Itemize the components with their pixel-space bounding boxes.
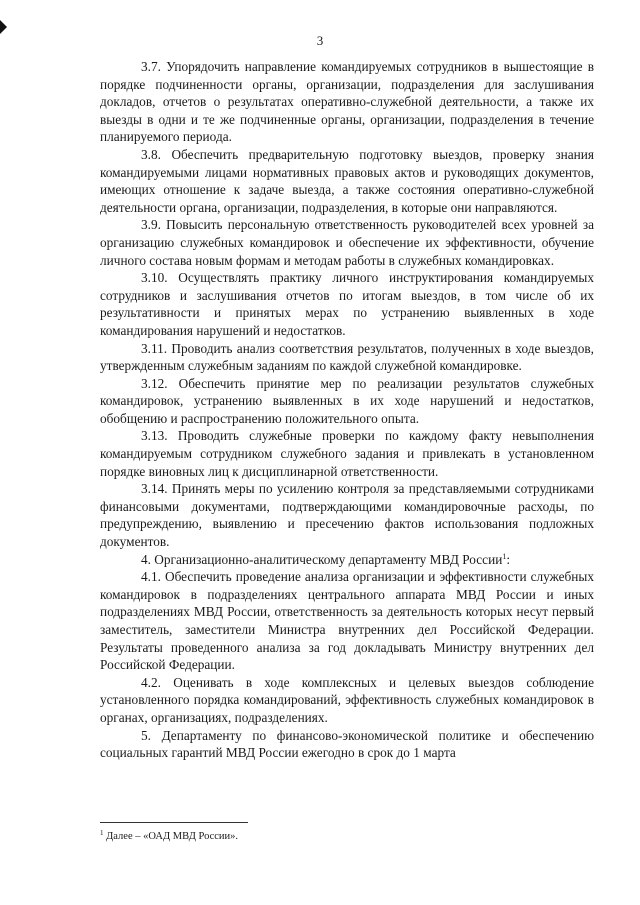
document-body xyxy=(100,58,594,762)
paragraph-3-13: 3.13. Проводить служебные проверки по каждому факту невыполнения командируемым сотрудником служебного задания и привлекать в установленном порядке виновных лиц к дисциплинарной ответственности. xyxy=(100,428,594,479)
footnote-divider xyxy=(100,822,248,823)
paragraph-3-7: 3.7. Упорядочить направление командируемых сотрудников в вышестоящие в порядке подчиненности органы, организации, подразделения для заслушивания докладов, отчетов о результатах оперативно-служебной деятельности, а также их выезды в одни и те же подчиненные органы, организации, подразделения в течение планируемого периода. xyxy=(100,59,594,145)
paragraph-3-8: 3.8. Обеспечить предварительную подготовку выездов, проверку знания командируемыми лицами нормативных правовых актов и руководящих документов, имеющих отношение к задаче выезда, а также состояния оперативно-служебной деятельности органа, организации, подразделения, в которые они направляются. xyxy=(100,146,594,215)
paragraph-4-1: 4.1. Обеспечить проведение анализа организации и эффективности служебных командировок в подразделениях центрального аппарата МВД России и иных подразделениях МВД России, ответственность за деятельность которых несут первый заместитель, заместители Министра внутренних дел Российской Федерации. Результаты проведенного анализа за год докладывать Министру внутренних дел Российской Федерации. xyxy=(100,569,594,673)
footnote-reference: 1 xyxy=(502,551,507,561)
paragraph-5: 5. Департаменту по финансово-экономической политике и обеспечению социальных гарантий МВД России ежегодно в срок до 1 марта xyxy=(100,727,594,761)
footnote-text: Далее – «ОАД МВД России». xyxy=(103,831,239,842)
footnote-mark: 1 xyxy=(100,829,104,837)
paragraph-3-12: 3.12. Обеспечить принятие мер по реализации результатов служебных командировок, устранению выявленных в их ходе нарушений и недостатков, обобщению и распространению положительного опыта. xyxy=(100,375,594,426)
paragraph-3-11: 3.11. Проводить анализ соответствия результатов, полученных в ходе выездов, утвержденным служебным заданиям по каждой служебной командировке. xyxy=(100,340,594,374)
paragraph-4-text: 4. Организационно-аналитическому департаменту МВД России xyxy=(141,551,503,567)
paragraph-4-colon: : xyxy=(506,551,511,567)
paragraph-3-14: 3.14. Принять меры по усилению контроля за представляемыми сотрудниками финансовыми документами, подтверждающими командировочные расходы, по предупреждению, выявлению и пресечению фактов использования подложных документов. xyxy=(100,481,594,550)
footnote xyxy=(100,830,594,843)
paragraph-3-9: 3.9. Повысить персональную ответственность руководителей всех уровней за организацию служебных командировок и обеспечение их эффективности, обучение личного состава новым формам и методам работы в служебных командировках. xyxy=(100,217,594,268)
paragraph-4-2: 4.2. Оценивать в ходе комплексных и целевых выездов соблюдение установленного порядка командирований, эффективность служебных командировок в органах, организациях, подразделениях. xyxy=(100,674,594,725)
corner-mark xyxy=(0,20,8,34)
paragraph-3-10: 3.10. Осуществлять практику личного инструктирования командируемых сотрудников и заслушивания отчетов по итогам выездов, в том числе об их результативности и принятых мерах по устранению выявленных в ходе командирования нарушений и недостатков. xyxy=(100,270,594,338)
paragraph-4 xyxy=(100,551,594,569)
page-number: 3 xyxy=(316,33,324,48)
